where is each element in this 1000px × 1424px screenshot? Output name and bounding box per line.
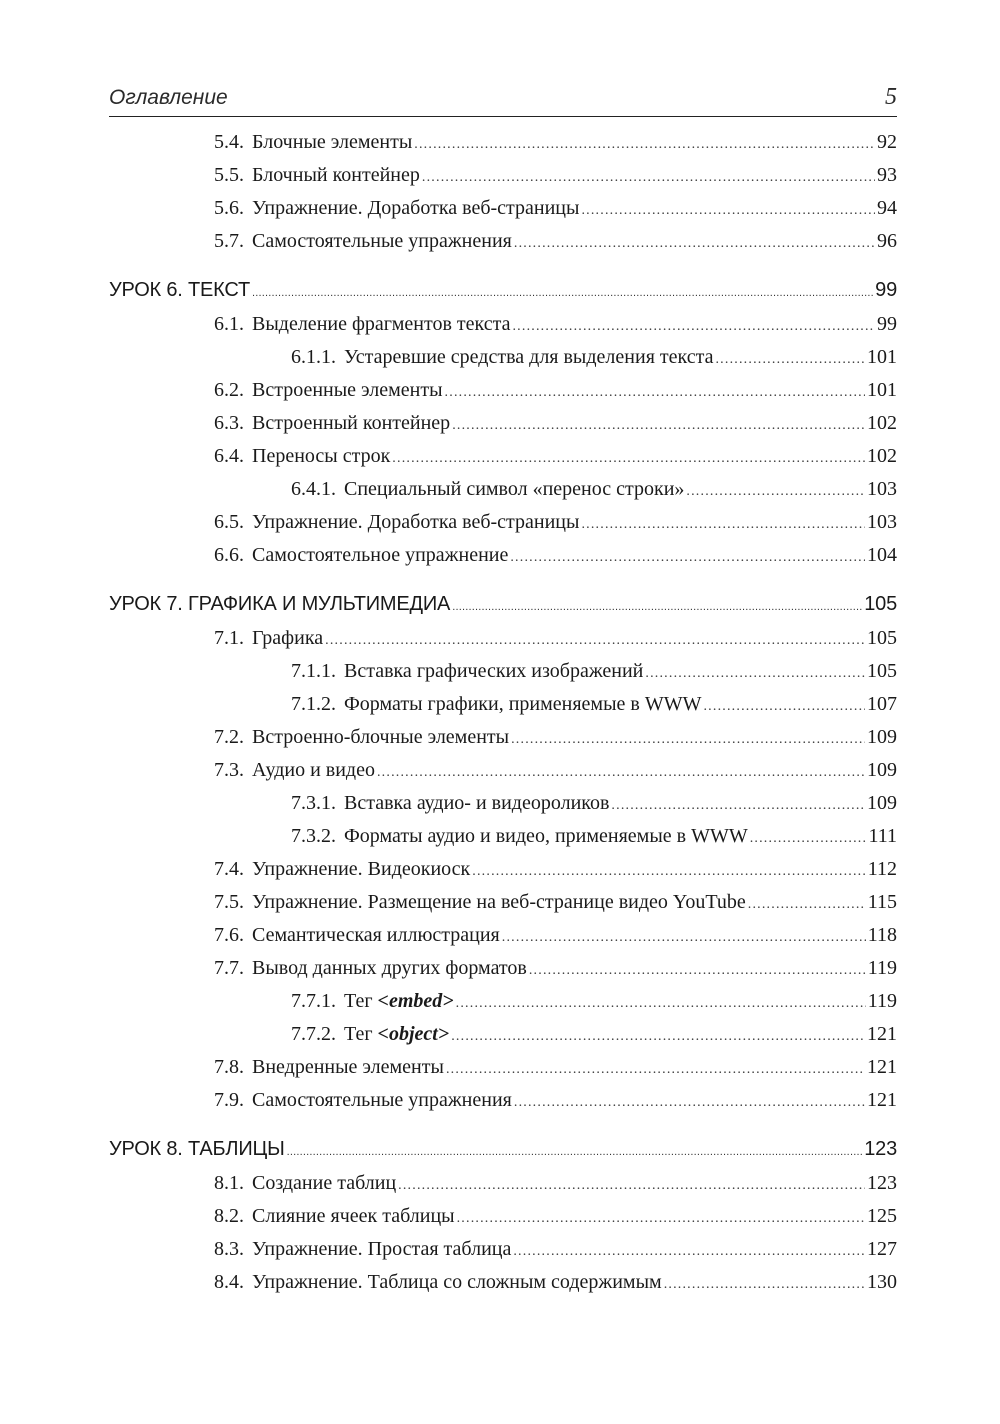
toc-dot-leader bbox=[502, 921, 866, 954]
toc-dot-leader bbox=[452, 590, 862, 624]
toc-entry-title-text: Упражнение. Доработка веб-страницы bbox=[252, 511, 580, 533]
toc-entry-title-text: Создание таблиц bbox=[252, 1172, 397, 1194]
toc-entry-title-text: Слияние ячеек таблицы bbox=[252, 1205, 455, 1227]
toc-entry-title bbox=[344, 985, 454, 1018]
toc-entry[interactable] bbox=[109, 473, 897, 506]
toc-entry-title bbox=[252, 506, 579, 539]
toc-entry-title-text: Аудио и видео bbox=[252, 759, 375, 781]
toc-entry-number: 5.4. bbox=[214, 131, 244, 153]
toc-entry-page-number: 123 bbox=[864, 1138, 897, 1160]
toc-entry-title-text: Встроенный контейнер bbox=[252, 412, 451, 434]
toc-entry-number: 7.9. bbox=[214, 1089, 244, 1111]
toc-entry-number: 8.4. bbox=[214, 1271, 244, 1293]
toc-entry-number: 7.5. bbox=[214, 891, 244, 913]
toc-entry-title-text: Самостоятельные упражнения bbox=[252, 230, 512, 252]
toc-entry-number: 7.1. bbox=[214, 627, 244, 649]
toc-entry[interactable] bbox=[109, 1167, 897, 1200]
toc-entry-number: 7.2. bbox=[214, 726, 244, 748]
toc-entry-title bbox=[344, 473, 684, 506]
toc-dot-leader bbox=[529, 954, 866, 987]
toc-entry-title bbox=[252, 225, 512, 258]
toc-entry-title bbox=[344, 787, 609, 820]
toc-entry-title bbox=[252, 919, 500, 952]
toc-entry-title-text: Упражнение. Размещение на веб-странице видео YouTube bbox=[252, 891, 746, 913]
toc-entry-page-number: 121 bbox=[867, 1023, 897, 1045]
toc-entry-number: 7.1.2. bbox=[291, 693, 336, 715]
toc-entry[interactable] bbox=[109, 539, 897, 572]
toc-entry-number: 6.4. bbox=[214, 445, 244, 467]
toc-dot-leader bbox=[287, 1135, 863, 1169]
toc-lesson-entry[interactable] bbox=[109, 1132, 897, 1166]
toc-entry[interactable] bbox=[109, 1266, 897, 1299]
toc-entry-title bbox=[252, 1084, 512, 1117]
toc-dot-leader bbox=[392, 442, 865, 475]
toc-entry-number: 5.6. bbox=[214, 197, 244, 219]
toc-dot-leader bbox=[446, 1053, 865, 1086]
toc-entry-title bbox=[252, 192, 579, 225]
toc-entry-title-text: Внедренные элементы bbox=[252, 1056, 444, 1078]
toc-entry-title-text: Графика bbox=[252, 627, 324, 649]
toc-entry-title bbox=[252, 1266, 662, 1299]
toc-dot-leader bbox=[325, 624, 865, 657]
toc-entry-title-text: Семантическая иллюстрация bbox=[252, 924, 500, 946]
toc-entry-title-text: Тег bbox=[344, 990, 378, 1012]
running-head-page-number: 5 bbox=[885, 84, 897, 110]
toc-dot-leader bbox=[414, 128, 875, 161]
toc-entry-page-number: 102 bbox=[867, 445, 897, 467]
toc-entry-title-text: Форматы графики, применяемые в WWW bbox=[344, 693, 702, 715]
toc-entry-title bbox=[252, 374, 443, 407]
toc-entry-title bbox=[109, 1132, 285, 1166]
toc-entry-title-text: Форматы аудио и видео, применяемые в WWW bbox=[344, 825, 748, 847]
toc-entry-number: 6.4.1. bbox=[291, 478, 336, 500]
toc-entry-title bbox=[252, 407, 450, 440]
toc-entry[interactable] bbox=[109, 787, 897, 820]
toc-entry[interactable] bbox=[109, 192, 897, 225]
toc-entry-page-number: 96 bbox=[877, 230, 897, 252]
toc-dot-leader bbox=[512, 310, 875, 343]
toc-entry-page-number: 105 bbox=[867, 660, 897, 682]
toc-entry-page-number: 127 bbox=[867, 1238, 897, 1260]
toc-dot-leader bbox=[445, 376, 865, 409]
toc-entry-number: 6.1.1. bbox=[291, 346, 336, 368]
toc-entry-title bbox=[252, 886, 746, 919]
toc-dot-leader bbox=[645, 657, 865, 690]
toc-lesson-entry[interactable] bbox=[109, 587, 897, 621]
toc-entry[interactable] bbox=[109, 225, 897, 258]
toc-entry-title-text: Встроенно-блочные элементы bbox=[252, 726, 510, 748]
running-head bbox=[109, 86, 897, 117]
toc-entry-page-number: 105 bbox=[867, 627, 897, 649]
toc-entry-number: 7.8. bbox=[214, 1056, 244, 1078]
toc-dot-leader bbox=[457, 1202, 865, 1235]
toc-entry-number: 7.6. bbox=[214, 924, 244, 946]
toc-entry-title-text: Упражнение. Простая таблица bbox=[252, 1238, 512, 1260]
toc-entry-number: 7.7. bbox=[214, 957, 244, 979]
toc-entry-page-number: 118 bbox=[867, 924, 897, 946]
running-head-title: Оглавление bbox=[109, 86, 228, 109]
toc-entry-number: 5.7. bbox=[214, 230, 244, 252]
toc-entry[interactable] bbox=[109, 407, 897, 440]
toc-entry[interactable] bbox=[109, 886, 897, 919]
toc-entry-page-number: 99 bbox=[875, 279, 897, 301]
toc-entry[interactable] bbox=[109, 655, 897, 688]
toc-entry-page-number: 101 bbox=[867, 346, 897, 368]
toc-dot-leader bbox=[513, 1235, 865, 1268]
toc-entry-title bbox=[344, 341, 713, 374]
toc-entry[interactable] bbox=[109, 1233, 897, 1266]
toc-entry[interactable] bbox=[109, 1018, 897, 1051]
toc-entry-page-number: 93 bbox=[877, 164, 897, 186]
toc-entry[interactable] bbox=[109, 754, 897, 787]
toc-entry-title bbox=[344, 655, 643, 688]
toc-entry-number: 7.3.2. bbox=[291, 825, 336, 847]
toc-entry-page-number: 109 bbox=[867, 759, 897, 781]
toc-entry-page-number: 104 bbox=[867, 544, 897, 566]
toc-entry-title-text: Встроенные элементы bbox=[252, 379, 443, 401]
toc-entry-number: 7.7.1. bbox=[291, 990, 336, 1012]
toc-entry-title-text: Выделение фрагментов текста bbox=[252, 313, 511, 335]
toc-entry-page-number: 115 bbox=[867, 891, 897, 913]
toc-entry-title bbox=[252, 539, 508, 572]
toc-entry[interactable] bbox=[109, 506, 897, 539]
toc-dot-leader bbox=[398, 1169, 865, 1202]
toc-entry-title bbox=[252, 622, 323, 655]
toc-lesson-entry[interactable] bbox=[109, 273, 897, 307]
toc-dot-leader bbox=[252, 276, 873, 310]
toc-entry-title bbox=[252, 308, 510, 341]
toc-entry-title bbox=[252, 126, 412, 159]
toc-entry-page-number: 107 bbox=[867, 693, 897, 715]
toc-entry-title-text: Переносы строк bbox=[252, 445, 391, 467]
toc-entry-number: 8.2. bbox=[214, 1205, 244, 1227]
toc-entry-title-text: Блочный контейнер bbox=[252, 164, 420, 186]
toc-entry-page-number: 111 bbox=[868, 825, 897, 847]
toc-entry-number: 7.3. bbox=[214, 759, 244, 781]
toc-dot-leader bbox=[514, 227, 875, 260]
toc-entry-number: 6.3. bbox=[214, 412, 244, 434]
toc-entry[interactable] bbox=[109, 374, 897, 407]
toc-dot-leader bbox=[664, 1268, 865, 1301]
toc-entry-number: 7.1.1. bbox=[291, 660, 336, 682]
toc-entry-page-number: 109 bbox=[867, 726, 897, 748]
toc-dot-leader bbox=[686, 475, 865, 508]
toc-entry-page-number: 121 bbox=[867, 1056, 897, 1078]
toc-entry[interactable] bbox=[109, 952, 897, 985]
toc-dot-leader bbox=[703, 690, 865, 723]
toc-entry-title-text: Упражнение. Видеокиоск bbox=[252, 858, 471, 880]
toc-entry-title-text: Устаревшие средства для выделения текста bbox=[344, 346, 714, 368]
toc-entry-page-number: 130 bbox=[867, 1271, 897, 1293]
toc-entry-title bbox=[252, 159, 420, 192]
toc-entry-title bbox=[252, 952, 527, 985]
toc-dot-leader bbox=[581, 508, 865, 541]
toc-entry[interactable] bbox=[109, 159, 897, 192]
toc-dot-leader bbox=[456, 987, 866, 1020]
toc-entry-title-text: УРОК 7. ГРАФИКА И МУЛЬТИМЕДИА bbox=[109, 593, 451, 615]
toc-dot-leader bbox=[750, 822, 867, 855]
toc-entry-page-number: 119 bbox=[867, 957, 897, 979]
toc-entry[interactable] bbox=[109, 1051, 897, 1084]
toc-entry-number: 8.1. bbox=[214, 1172, 244, 1194]
toc-entry-title bbox=[252, 1233, 511, 1266]
toc-entry-number: 5.5. bbox=[214, 164, 244, 186]
toc-entry[interactable] bbox=[109, 1084, 897, 1117]
toc-entry[interactable] bbox=[109, 622, 897, 655]
toc-entry-title-text: Тег bbox=[344, 1023, 378, 1045]
toc-entry[interactable] bbox=[109, 308, 897, 341]
toc-entry-number: 7.3.1. bbox=[291, 792, 336, 814]
toc-entry-title bbox=[252, 1051, 444, 1084]
toc-entry[interactable] bbox=[109, 985, 897, 1018]
toc-entry-title bbox=[344, 1018, 449, 1051]
toc-entry-number: 6.5. bbox=[214, 511, 244, 533]
toc-entry[interactable] bbox=[109, 820, 897, 853]
toc-entry-page-number: 101 bbox=[867, 379, 897, 401]
toc-entry-page-number: 125 bbox=[867, 1205, 897, 1227]
toc-entry-title-text: Вывод данных других форматов bbox=[252, 957, 527, 979]
toc-entry-title bbox=[252, 721, 509, 754]
toc-entry-page-number: 99 bbox=[877, 313, 897, 335]
toc-entry-title bbox=[344, 820, 748, 853]
toc-entry[interactable] bbox=[109, 341, 897, 374]
toc-entry-title-text: Вставка графических изображений bbox=[344, 660, 644, 682]
toc-dot-leader bbox=[510, 541, 865, 574]
toc-dot-leader bbox=[452, 409, 865, 442]
toc-entry[interactable] bbox=[109, 126, 897, 159]
toc-entry-page-number: 92 bbox=[877, 131, 897, 153]
toc-entry-number: 6.2. bbox=[214, 379, 244, 401]
toc-entry-page-number: 112 bbox=[867, 858, 897, 880]
toc-entry-title bbox=[252, 1200, 455, 1233]
toc-entry-page-number: 123 bbox=[867, 1172, 897, 1194]
toc-dot-leader bbox=[611, 789, 865, 822]
toc-dot-leader bbox=[581, 194, 875, 227]
toc-entry-number: 8.3. bbox=[214, 1238, 244, 1260]
toc-dot-leader bbox=[472, 855, 865, 888]
toc-entry-page-number: 105 bbox=[864, 593, 897, 615]
toc-entry-title-text: Вставка аудио- и видеороликов bbox=[344, 792, 610, 814]
toc-entry-number: 6.1. bbox=[214, 313, 244, 335]
toc-dot-leader bbox=[422, 161, 875, 194]
toc-entry-page-number: 102 bbox=[867, 412, 897, 434]
toc-dot-leader bbox=[511, 723, 865, 756]
toc-entry-number: 6.6. bbox=[214, 544, 244, 566]
toc-entry-title bbox=[109, 273, 250, 307]
toc-entry-title bbox=[252, 754, 375, 787]
toc-entry-number: 7.4. bbox=[214, 858, 244, 880]
toc-entry-number: 7.7.2. bbox=[291, 1023, 336, 1045]
toc-dot-leader bbox=[377, 756, 865, 789]
toc-entry-title-text: УРОК 8. ТАБЛИЦЫ bbox=[109, 1138, 285, 1160]
toc-dot-leader bbox=[748, 888, 866, 921]
toc-entry-tag: <embed> bbox=[377, 990, 454, 1012]
toc-dot-leader bbox=[451, 1020, 865, 1053]
toc-entry-title-text: Упражнение. Таблица со сложным содержимым bbox=[252, 1271, 662, 1293]
toc-entry-page-number: 103 bbox=[867, 478, 897, 500]
toc-entry-title bbox=[109, 587, 450, 621]
toc-entry-title bbox=[344, 688, 701, 721]
toc-entry-title-text: Самостоятельные упражнения bbox=[252, 1089, 512, 1111]
toc-entry[interactable] bbox=[109, 688, 897, 721]
toc-entry-title bbox=[252, 1167, 396, 1200]
toc-entry-page-number: 94 bbox=[877, 197, 897, 219]
toc-dot-leader bbox=[715, 343, 865, 376]
toc-entry-page-number: 109 bbox=[867, 792, 897, 814]
toc-entry-title-text: Самостоятельное упражнение bbox=[252, 544, 509, 566]
toc-entry[interactable] bbox=[109, 440, 897, 473]
toc-entry-title-text: Блочные элементы bbox=[252, 131, 413, 153]
toc-dot-leader bbox=[514, 1086, 865, 1119]
toc-entry[interactable] bbox=[109, 919, 897, 952]
toc-entry-title bbox=[252, 440, 390, 473]
toc-entry-title-text: УРОК 6. ТЕКСТ bbox=[109, 279, 250, 301]
table-of-contents bbox=[109, 126, 897, 1299]
toc-entry[interactable] bbox=[109, 853, 897, 886]
toc-entry-page-number: 121 bbox=[867, 1089, 897, 1111]
toc-entry-page-number: 119 bbox=[867, 990, 897, 1012]
toc-entry-tag: <object> bbox=[377, 1023, 450, 1045]
toc-entry-page-number: 103 bbox=[867, 511, 897, 533]
toc-entry-title bbox=[252, 853, 470, 886]
toc-entry-title-text: Специальный символ «перенос строки» bbox=[344, 478, 685, 500]
toc-entry[interactable] bbox=[109, 721, 897, 754]
toc-entry-title-text: Упражнение. Доработка веб-страницы bbox=[252, 197, 580, 219]
toc-entry[interactable] bbox=[109, 1200, 897, 1233]
